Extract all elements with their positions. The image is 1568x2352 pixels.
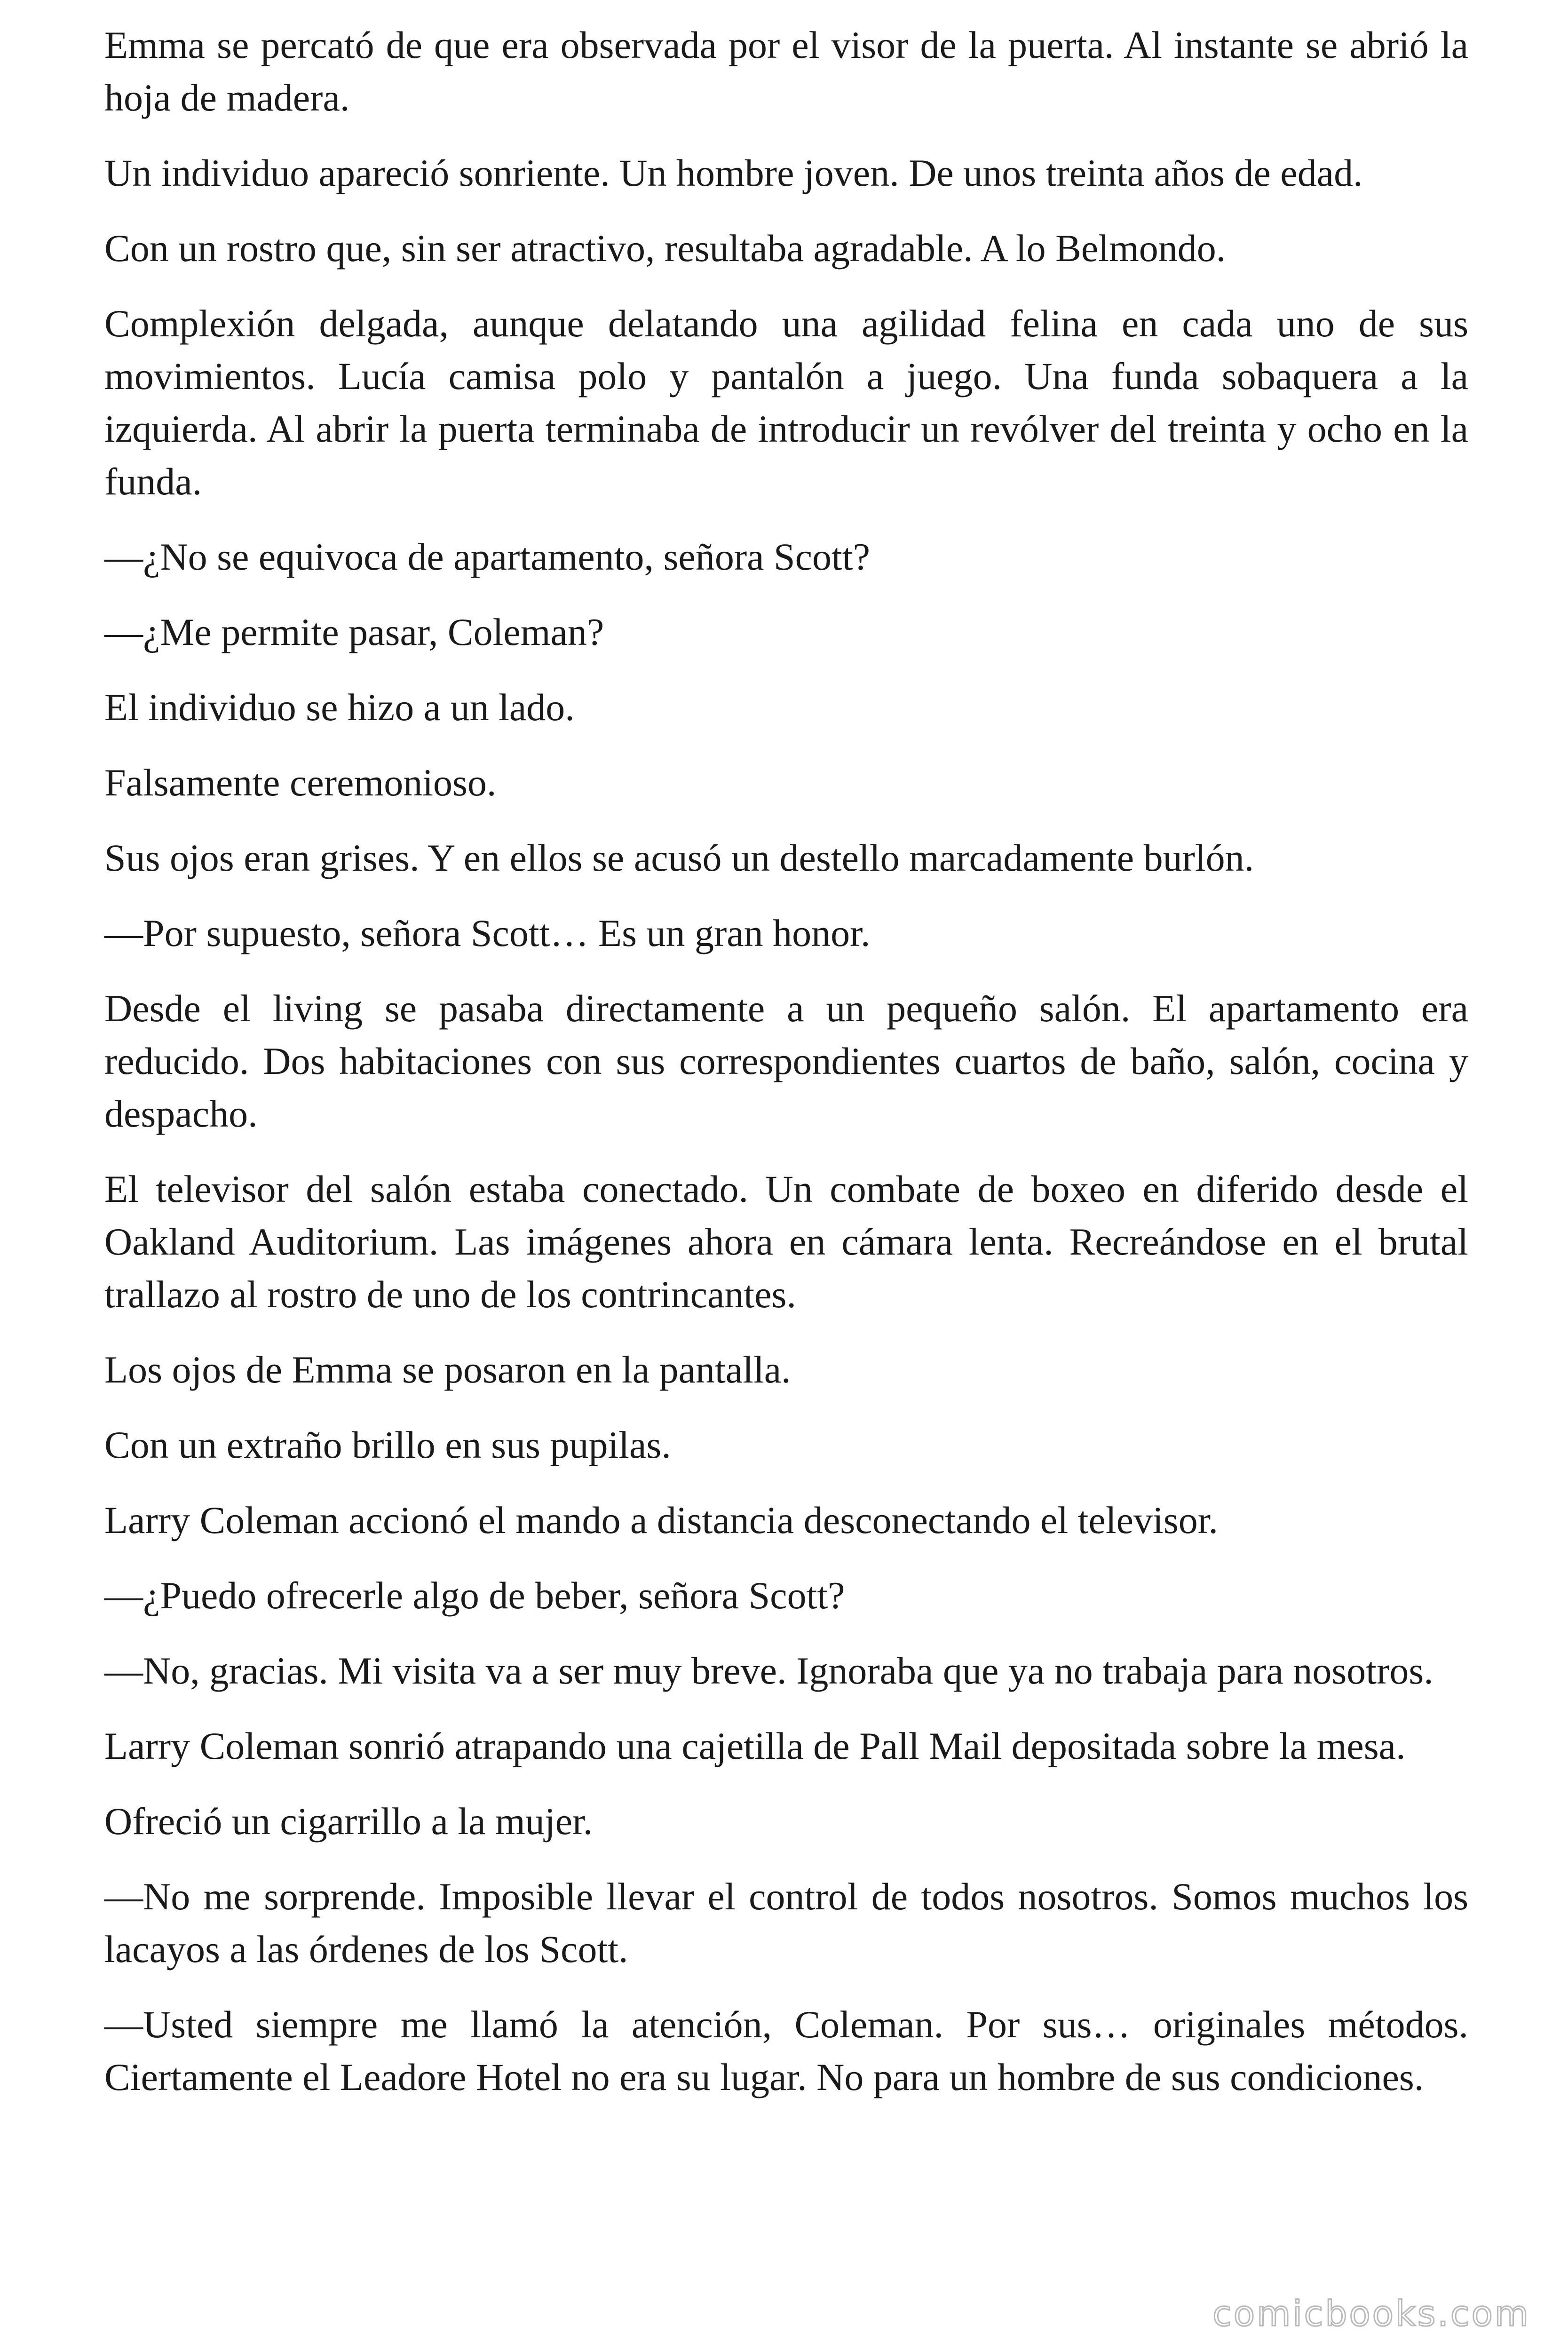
paragraph: —No me sorprende. Imposible llevar el control de todos nosotros. Somos muchos los lacayos a las órdenes de los Scott. (104, 1875, 1468, 1971)
paragraph: Con un extraño brillo en sus pupilas. (104, 1423, 671, 1466)
paragraph: —¿Me permite pasar, Coleman? (104, 611, 604, 653)
paragraph: Complexión delgada, aunque delatando una agilidad felina en cada uno de sus movimientos. Lucía camisa polo y pantalón a juego. Una funda sobaquera a la izquierda. Al abrir la puerta terminaba de introducir un revólver del treinta y ocho en la funda. (104, 302, 1468, 503)
paragraph: —Por supuesto, señora Scott… Es un gran honor. (104, 912, 871, 954)
paragraph: Con un rostro que, sin ser atractivo, resultaba agradable. A lo Belmondo. (104, 227, 1226, 270)
paragraph: Larry Coleman sonrió atrapando una cajetilla de Pall Mail depositada sobre la mesa. (104, 1724, 1406, 1767)
paragraph: Los ojos de Emma se posaron en la pantalla. (104, 1348, 791, 1391)
watermark: comicbooks.com (1212, 2294, 1530, 2334)
paragraph: Desde el living se pasaba directamente a un pequeño salón. El apartamento era reducido. Dos habitaciones con sus correspondientes cuartos de baño, salón, cocina y despacho. (104, 987, 1468, 1135)
paragraph: Larry Coleman accionó el mando a distancia desconectando el televisor. (104, 1499, 1218, 1542)
paragraph: Un individuo apareció sonriente. Un hombre joven. De unos treinta años de edad. (104, 151, 1363, 194)
paragraph: El televisor del salón estaba conectado. Un combate de boxeo en diferido desde el Oakland Auditorium. Las imágenes ahora en cámara lenta. Recreándose en el brutal trallazo al rostro de uno de los contrincantes. (104, 1168, 1468, 1316)
paragraph: —Usted siempre me llamó la atención, Coleman. Por sus… originales métodos. Ciertamente el Leadore Hotel no era su lugar. No para un hombre de sus condiciones. (104, 2003, 1468, 2098)
paragraph: Sus ojos eran grises. Y en ellos se acusó un destello marcadamente burlón. (104, 836, 1254, 879)
paragraph: El individuo se hizo a un lado. (104, 686, 575, 729)
paragraph: —¿Puedo ofrecerle algo de beber, señora Scott? (104, 1574, 845, 1617)
book-page (104, 19, 1468, 2126)
paragraph: Emma se percató de que era observada por el visor de la puerta. Al instante se abrió la hoja de madera. (104, 24, 1468, 119)
paragraph: —No, gracias. Mi visita va a ser muy breve. Ignoraba que ya no trabaja para nosotros. (104, 1649, 1433, 1692)
paragraph: —¿No se equivoca de apartamento, señora Scott? (104, 535, 870, 578)
paragraph: Ofreció un cigarrillo a la mujer. (104, 1800, 593, 1843)
paragraph: Falsamente ceremonioso. (104, 761, 497, 804)
